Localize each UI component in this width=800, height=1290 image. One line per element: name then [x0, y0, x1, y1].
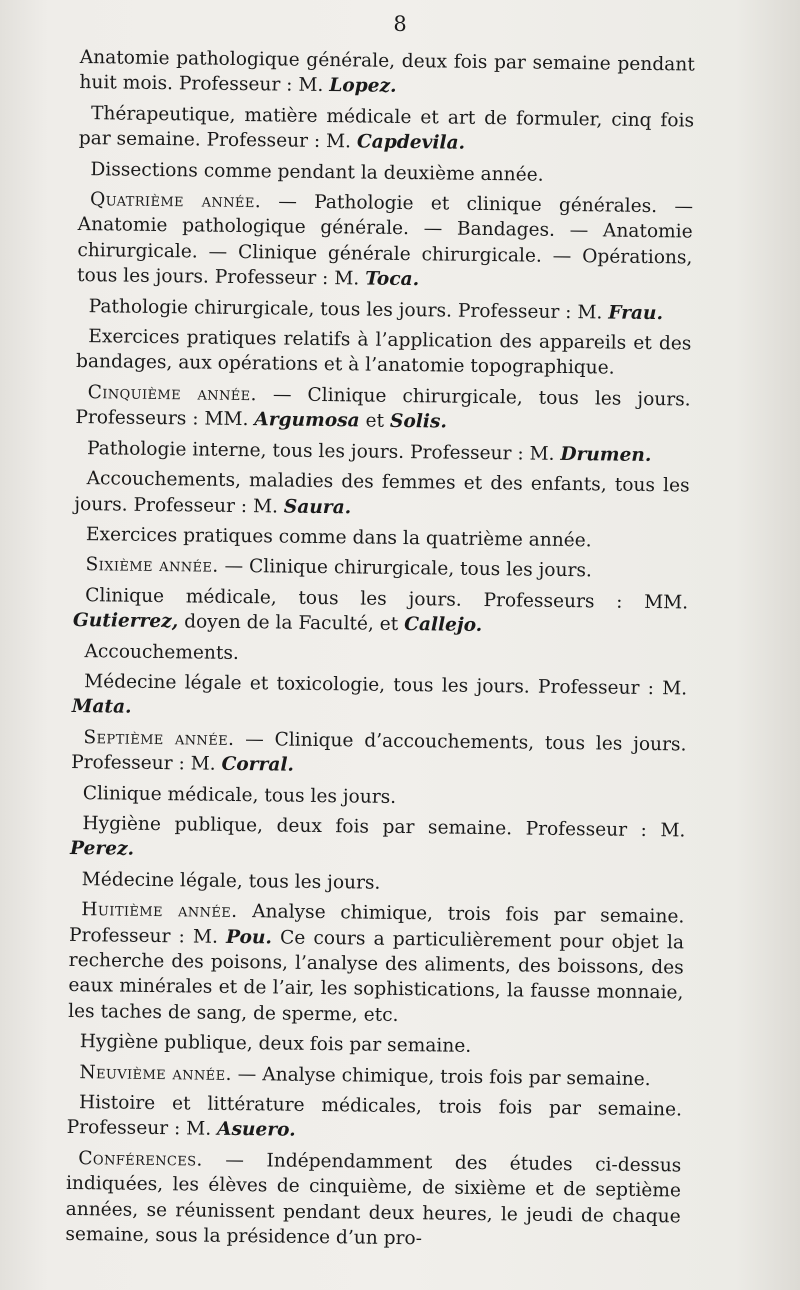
- paragraph-text: Hygiène publique, deux fois par semaine.: [79, 1031, 472, 1058]
- paragraph-p16: [71, 781, 686, 814]
- page-number: 8: [393, 12, 407, 36]
- paragraph-text: Thérapeutique, matière médicale et art de formuler, cinq fois par semaine. Professeur : M.: [78, 102, 695, 153]
- paragraph-p6: [76, 324, 692, 382]
- paragraph-p15: [71, 725, 687, 783]
- paragraph-text: — Clinique chirurgicale, tous les jours. Professeurs : MM.: [75, 384, 691, 431]
- paragraph-p14: [72, 669, 688, 727]
- paragraph-text: Pathologie chirurgicale, tous les jours. Professeur : M.: [88, 295, 609, 324]
- professor-name: Frau.: [608, 302, 664, 324]
- paragraph-p23: [65, 1146, 681, 1255]
- professor-name: Perez.: [69, 838, 135, 861]
- paragraph-text: Médecine légale, tous les jours.: [81, 868, 381, 894]
- paragraph-p17: [70, 811, 686, 869]
- paragraph-p19: [68, 897, 685, 1032]
- paragraph-p2: [79, 101, 695, 159]
- year-heading: Conférences.: [78, 1147, 203, 1171]
- paragraph-text: Exercices pratiques relatifs à l’application des appareils et des bandages, aux opérations et à l’anatomie topographique.: [75, 326, 692, 380]
- paragraph-p1: [79, 45, 695, 103]
- paragraph-text: Ce cours a particulièrement pour objet la recherche des poisons, l’analyse des aliments, des boissons, des eaux minérales et de l’air, les sophistications, la fausse monnaie, les taches de sang, de sperme, etc.: [68, 927, 685, 1026]
- paragraph-text: doyen de la Faculté, et: [178, 611, 405, 636]
- year-heading: Sixième année.: [85, 554, 219, 578]
- professor-name: Capdevila.: [356, 131, 466, 154]
- professor-name: Pou.: [225, 926, 273, 949]
- paragraph-p12: [73, 583, 689, 641]
- paragraph-text: Accouchements.: [84, 640, 240, 664]
- professor-name: Lopez.: [329, 75, 397, 98]
- professor-name: Drumen.: [560, 443, 652, 466]
- year-heading: Neuvième année.: [79, 1061, 232, 1085]
- paragraph-p9: [74, 466, 690, 524]
- paragraph-text: — Indépendamment des études ci-dessus indiquées, les élèves de cinquième, de sixième et de septième années, se réunissent pendant deux heures, le jeudi de chaque semaine, sous la présidence d’un pro-: [65, 1149, 682, 1250]
- paragraph-text: Exercices pratiques comme dans la quatrième année.: [85, 524, 592, 552]
- paragraph-text: Analyse chimique, trois fois par semaine. Professeur : M.: [68, 901, 685, 948]
- paragraph-p5: [77, 294, 692, 327]
- paragraph-text: — Clinique d’accouchements, tous les jours. Professeur : M.: [71, 728, 687, 775]
- professor-name: Solis.: [389, 411, 448, 433]
- paragraph-p3: [78, 157, 693, 190]
- paragraph-p18: [70, 867, 685, 900]
- paragraph-text: Accouchements, maladies des femmes et des enfants, tous les jours. Professeur : M.: [74, 468, 690, 518]
- professor-name: Corral.: [221, 753, 295, 776]
- year-heading: Cinquième année.: [87, 381, 258, 406]
- year-heading: Septième année.: [83, 726, 235, 750]
- paragraph-p13: [72, 638, 687, 671]
- paragraph-p7: [75, 380, 691, 438]
- paragraph-p20: [68, 1029, 683, 1062]
- paragraph-text: Médecine légale et toxicologie, tous les jours. Professeur : M.: [84, 671, 688, 700]
- paragraph-p8: [75, 436, 690, 469]
- paragraph-text: Anatomie pathologique générale, deux fois par semaine pendant huit mois. Professeur : M.: [79, 46, 695, 97]
- professor-name: Mata.: [71, 696, 132, 719]
- professor-name: Gutierrez,: [72, 610, 179, 633]
- paragraph-text: Pathologie interne, tous les jours. Professeur : M.: [86, 437, 561, 465]
- year-heading: Quatrième année.: [89, 189, 262, 213]
- professor-name: Asuero.: [216, 1119, 296, 1142]
- professor-name: Callejo.: [404, 614, 483, 637]
- paragraph-p21: [67, 1060, 682, 1093]
- year-heading: Huitième année.: [81, 899, 238, 923]
- professor-name: Toca.: [365, 268, 420, 291]
- page-body: [65, 40, 695, 1255]
- paragraph-text: Dissections comme pendant la deuxième année.: [90, 158, 544, 186]
- paragraph-text: — Pathologie et clinique générales. — Anatomie pathologique générale. — Bandages. — Anatomie chirurgicale. — Clinique générale chirurgicale. — Opérations, tous les jours. Professeur : M.: [76, 191, 694, 290]
- paragraph-text: Clinique médicale, tous les jours. Professeurs : MM.: [85, 584, 689, 614]
- paragraph-p10: [74, 522, 689, 555]
- paragraph-text: — Analyse chimique, trois fois par semaine.: [231, 1063, 651, 1090]
- paragraph-text: Histoire et littérature médicales, trois fois par semaine. Professeur : M.: [66, 1092, 683, 1141]
- paragraph-text: Hygiène publique, deux fois par semaine. Professeur : M.: [82, 813, 686, 842]
- paragraph-p11: [73, 552, 688, 585]
- professor-name: Argumosa: [254, 409, 360, 432]
- paragraph-p22: [67, 1090, 683, 1148]
- paragraph-text: — Clinique chirurgicale, tous les jours.: [218, 556, 593, 582]
- paragraph-text: Clinique médicale, tous les jours.: [82, 782, 397, 808]
- professor-name: Saura.: [283, 496, 352, 518]
- paragraph-p4: [77, 187, 693, 296]
- paragraph-text: et: [359, 410, 391, 433]
